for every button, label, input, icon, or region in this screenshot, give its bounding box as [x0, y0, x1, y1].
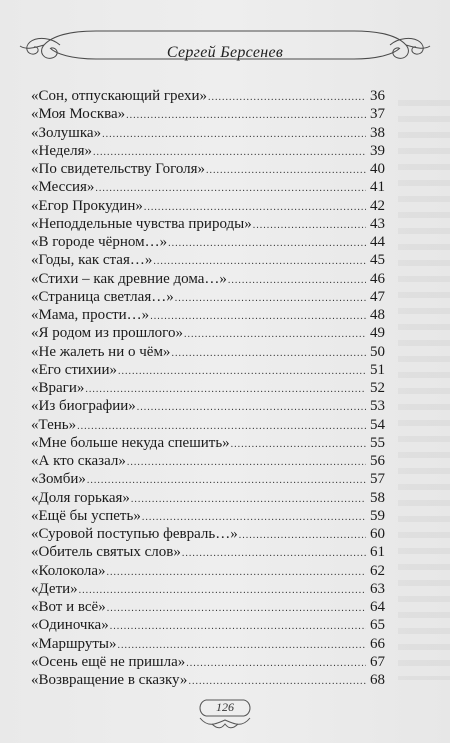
toc-entry-page: 44: [370, 234, 385, 250]
toc-entry-page: 36: [370, 88, 385, 104]
toc-dot-leader: [228, 272, 366, 290]
toc-entry-page: 41: [370, 179, 385, 196]
toc-dot-leader: [239, 527, 366, 545]
toc-entry-page: 45: [370, 252, 385, 269]
toc-entry-title: «По свидетельству Гоголя»: [31, 161, 206, 177]
toc-entry-title: «Стихи – как древние дома…»: [31, 270, 227, 287]
toc-entry: [31, 489, 385, 507]
toc-entry-title: «Мама, прости…»: [31, 307, 150, 323]
toc-entry-title: «Маршруты»: [31, 635, 117, 652]
toc-entry-page: 52: [370, 380, 385, 396]
toc-entry: [31, 580, 385, 598]
toc-entry-page: 63: [370, 580, 385, 597]
toc-entry-title: «Дети»: [31, 580, 78, 597]
toc-entry: [31, 306, 385, 324]
toc-entry-title: «В городе чёрном…»: [31, 234, 168, 250]
toc-dot-leader: [126, 107, 366, 125]
toc-entry-title: «Годы, как стая…»: [31, 252, 153, 269]
toc-entry: [31, 270, 385, 288]
toc-entry: [31, 635, 385, 653]
toc-entry-page: 40: [370, 161, 385, 177]
toc-dot-leader: [182, 545, 366, 563]
toc-entry-page: 62: [370, 562, 385, 579]
toc-dot-leader: [127, 454, 366, 472]
toc-entry-page: 66: [370, 635, 385, 652]
toc-entry: [31, 288, 385, 306]
toc-entry: [31, 87, 385, 105]
toc-entry-page: 39: [370, 142, 385, 159]
toc-entry-page: 43: [370, 215, 385, 232]
toc-entry-page: 48: [370, 307, 385, 323]
toc-entry-title: «Его стихии»: [31, 361, 117, 378]
toc-entry: [31, 215, 385, 233]
toc-dot-leader: [110, 618, 366, 636]
toc-dot-leader: [107, 600, 366, 618]
toc-entry-title: «Страница светлая…»: [31, 288, 174, 305]
toc-entry-title: «Одиночка»: [31, 617, 109, 634]
toc-entry-page: 38: [370, 124, 385, 141]
toc-dot-leader: [175, 290, 366, 308]
toc-entry-page: 58: [370, 489, 385, 506]
toc-entry: [31, 452, 385, 470]
toc-entry-title: «Возвращение в сказку»: [31, 672, 188, 688]
toc-entry-title: «А кто сказал»: [31, 453, 126, 469]
toc-entry-title: «Тень»: [31, 416, 77, 433]
toc-entry-title: «Враги»: [31, 380, 85, 396]
toc-entry-page: 56: [370, 453, 385, 469]
toc-entry: [31, 616, 385, 634]
toc-entry-title: «Доля горькая»: [31, 489, 130, 506]
toc-entry-page: 53: [370, 398, 385, 415]
toc-dot-leader: [118, 363, 366, 381]
toc-entry-page: 60: [370, 526, 385, 542]
toc-entry: [31, 361, 385, 379]
running-header: [0, 14, 450, 74]
toc-entry: [31, 324, 385, 342]
toc-dot-leader: [208, 89, 366, 107]
toc-entry-title: «Суровой поступью февраль…»: [31, 526, 238, 542]
toc-entry: [31, 251, 385, 269]
toc-entry-title: «Сон, отпускающий грехи»: [31, 88, 207, 104]
toc-entry-page: 59: [370, 507, 385, 524]
toc-dot-leader: [102, 126, 366, 144]
toc-entry-title: «Осень ещё не пришла»: [31, 653, 186, 670]
toc-entry-title: «Неподдельные чувства природы»: [31, 215, 252, 232]
toc-entry-page: 50: [370, 343, 385, 360]
toc-dot-leader: [137, 399, 366, 417]
toc-entry: [31, 653, 385, 671]
toc-entry: [31, 142, 385, 160]
toc-entry-title: «Ещё бы успеть»: [31, 507, 141, 524]
toc-entry-title: «Зомби»: [31, 471, 86, 488]
toc-entry-title: «Неделя»: [31, 142, 92, 159]
toc-entry: [31, 416, 385, 434]
page-footer: [0, 694, 450, 734]
toc-entry: [31, 233, 385, 251]
toc-dot-leader: [171, 345, 366, 363]
toc-entry-page: 49: [370, 325, 385, 342]
toc-entry: [31, 105, 385, 123]
toc-entry-page: 65: [370, 617, 385, 634]
toc-entry-page: 46: [370, 270, 385, 287]
toc-entry-page: 61: [370, 544, 385, 561]
toc-entry-page: 64: [370, 599, 385, 615]
toc-entry: [31, 507, 385, 525]
toc-entry-page: 55: [370, 434, 385, 451]
toc-entry-page: 57: [370, 471, 385, 488]
toc-dot-leader: [188, 673, 366, 691]
toc-entry-title: «Из биографии»: [31, 398, 136, 415]
toc-entry: [31, 598, 385, 616]
toc-dot-leader: [206, 162, 366, 180]
toc-entry-title: «Егор Прокудин»: [31, 197, 143, 214]
toc-entry: [31, 434, 385, 452]
toc-entry-page: 37: [370, 106, 385, 123]
toc-entry-title: «Моя Москва»: [31, 106, 126, 123]
toc-dot-leader: [253, 217, 366, 235]
author-name: Сергей Берсенев: [166, 44, 284, 61]
toc-entry-page: 68: [370, 672, 385, 688]
toc-entry-title: «Мессия»: [31, 179, 95, 196]
toc-entry-page: 47: [370, 288, 385, 305]
toc-entry: [31, 379, 385, 397]
toc-dot-leader: [186, 655, 366, 673]
toc-entry: [31, 397, 385, 415]
bleed-through-text: [398, 90, 450, 680]
toc-entry-title: «Золушка»: [31, 124, 102, 141]
toc-entry-title: «Я родом из прошлого»: [31, 325, 183, 342]
toc-dot-leader: [184, 326, 366, 344]
toc-entry-page: 67: [370, 653, 385, 670]
toc-entry: [31, 343, 385, 361]
toc-dot-leader: [168, 235, 366, 253]
toc-entry: [31, 525, 385, 543]
toc-entry: [31, 470, 385, 488]
toc-entry: [31, 671, 385, 689]
toc-entry: [31, 124, 385, 142]
toc-dot-leader: [79, 582, 366, 600]
toc-entry-page: 42: [370, 197, 385, 214]
page-number: 126: [216, 700, 234, 714]
toc-entry-title: «Вот и всё»: [31, 599, 106, 615]
toc-dot-leader: [131, 491, 366, 509]
toc-entry-page: 54: [370, 416, 385, 433]
toc-entry-title: «Не жалеть ни о чём»: [31, 343, 171, 360]
toc-entry-page: 51: [370, 361, 385, 378]
table-of-contents: [31, 87, 385, 689]
toc-dot-leader: [231, 436, 366, 454]
toc-dot-leader: [107, 564, 366, 582]
toc-entry: [31, 543, 385, 561]
toc-entry: [31, 197, 385, 215]
toc-entry: [31, 562, 385, 580]
toc-entry: [31, 160, 385, 178]
toc-entry-title: «Мне больше некуда спешить»: [31, 434, 230, 451]
toc-entry: [31, 178, 385, 196]
toc-entry-title: «Колокола»: [31, 562, 106, 579]
toc-entry-title: «Обитель святых слов»: [31, 544, 181, 561]
